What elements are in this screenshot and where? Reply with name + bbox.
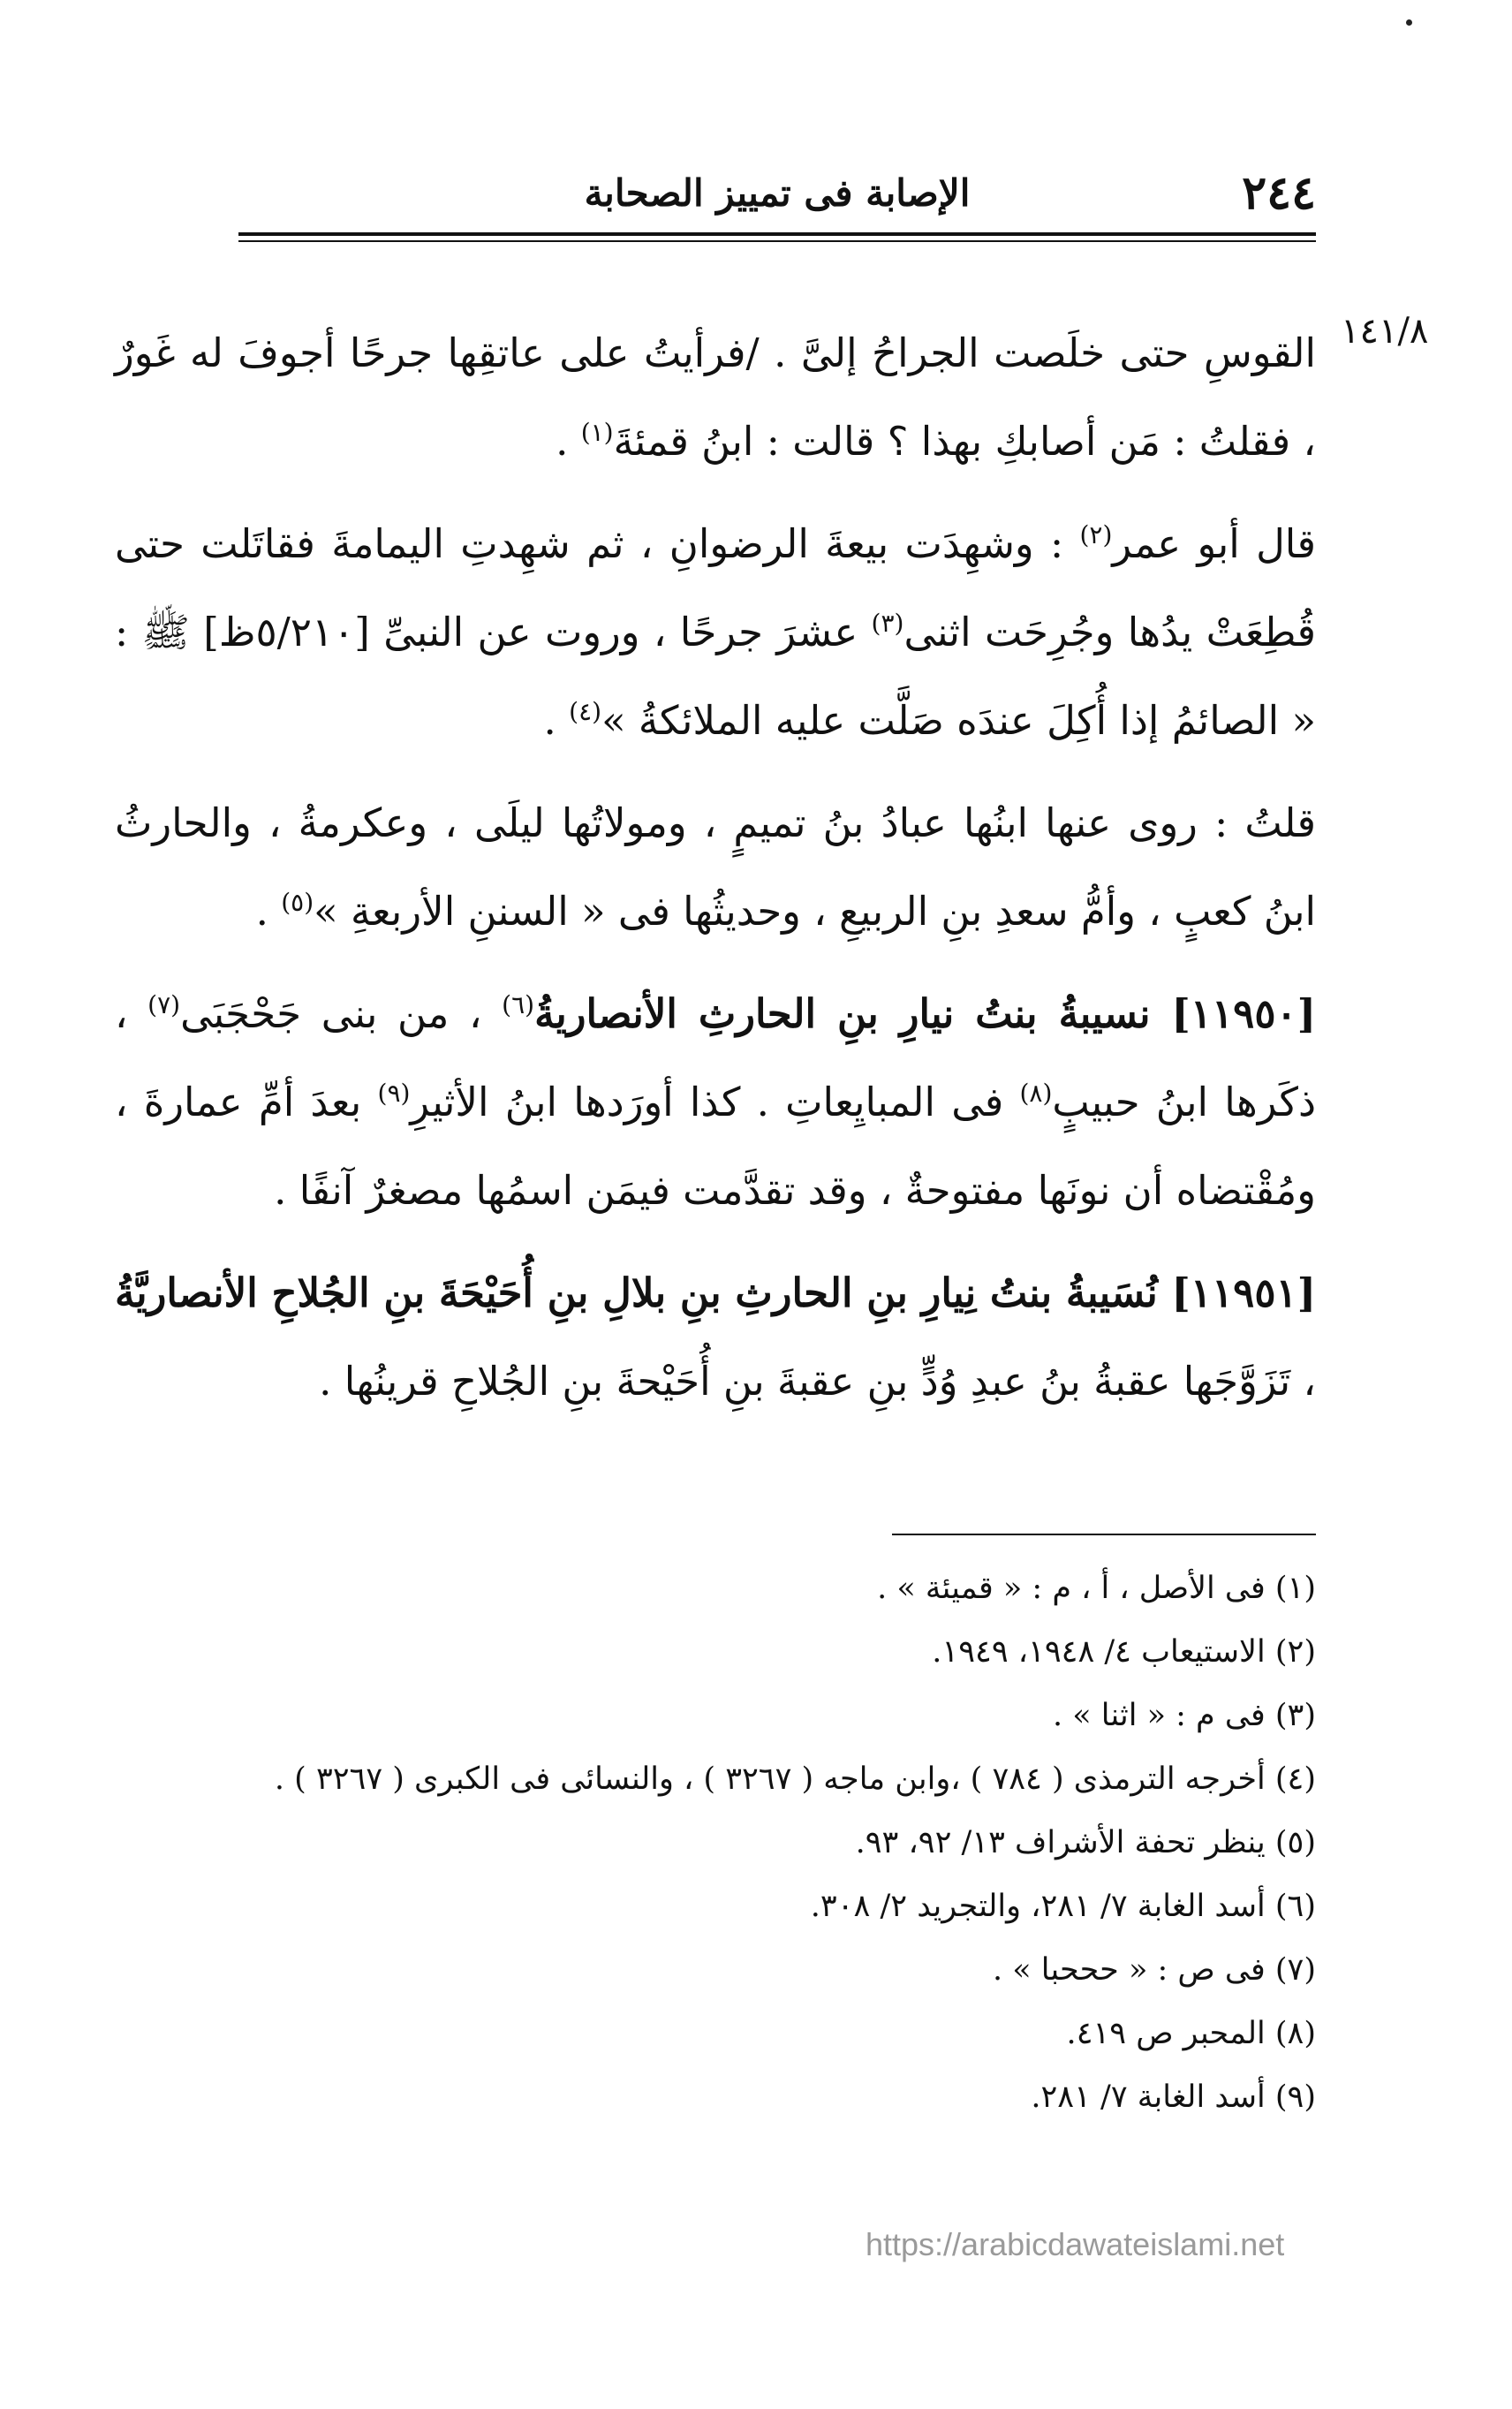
footnote-ref-1: (١) — [580, 418, 614, 447]
margin-reference: ١٤١/٨ — [1341, 311, 1429, 352]
footnote-ref-8: (٨) — [1019, 1079, 1053, 1108]
header-rule-thin — [238, 240, 1316, 242]
footnote-8: (٨) المحبر ص ٤١٩. — [1066, 2016, 1316, 2051]
footnote-ref-3: (٣) — [871, 609, 904, 638]
entry-11950-text-e: بعدَ أمِّ عمارةَ ، ومُقْتضاه أن نونَها مفتوحةٌ ، وقد تقدَّمت فيمَن اسمُها مصغرٌ آنفًا . — [115, 1079, 1316, 1214]
paragraph-3-text: قلتُ : روى عنها ابنُها عبادُ بنُ تميمٍ ، ومولاتُها ليلَى ، وعكرمةُ ، والحارثُ ابنُ كعبٍ ، وأمُّ سعدِ بنِ الربيعِ ، وحديثُها فى « السننِ الأربعةِ » — [115, 799, 1316, 935]
footnote-6: (٦) أسد الغابة ٧/ ٢٨١، والتجريد ٢/ ٣٠٨. — [810, 1889, 1316, 1924]
footnote-ref-5: (٥) — [281, 888, 314, 917]
footnote-ref-7: (٧) — [147, 990, 181, 1019]
footnote-9: (٩) أسد الغابة ٧/ ٢٨١. — [1031, 2079, 1316, 2115]
entry-11950 — [115, 970, 1316, 1235]
paragraph-2 — [115, 500, 1316, 765]
page-speck — [1406, 19, 1412, 26]
header-rule-thick — [238, 232, 1316, 236]
running-header — [238, 166, 1316, 219]
source-watermark: https://arabicdawateislami.net — [866, 2226, 1285, 2262]
footnote-ref-6: (٦) — [502, 990, 535, 1019]
entry-11951-number: [١١٩٥١] — [1171, 1269, 1316, 1316]
book-title: الإصابة فى تمييز الصحابة — [584, 171, 971, 215]
footnote-ref-9: (٩) — [377, 1079, 411, 1108]
entry-11950-text-c: ، ذكَرها ابنُ حبيبٍ — [115, 990, 1317, 1125]
footnote-2: (٢) الاستيعاب ٤/ ١٩٤٨، ١٩٤٩. — [932, 1634, 1316, 1670]
footnote-separator — [892, 1534, 1316, 1535]
paragraph-2-text-b: : وشهِدَت بيعةَ الرضوانِ ، ثم شهِدتِ اليمامةَ فقاتَلت حتى قُطِعَتْ يدُها وجُرِحَت اثنى — [115, 520, 1316, 655]
paragraph-1-end: . — [556, 418, 581, 465]
main-text — [115, 309, 1316, 1440]
footnote-4: (٤) أخرجه الترمذى ( ٧٨٤ ) ،وابن ماجه ( ٣٢٦٧ ) ، والنسائى فى الكبرى ( ٣٢٦٧ ) . — [274, 1761, 1316, 1797]
footnote-5: (٥) ينظر تحفة الأشراف ١٣/ ٩٢، ٩٣. — [855, 1825, 1316, 1860]
footnote-ref-2: (٢) — [1079, 520, 1113, 549]
entry-11951 — [115, 1249, 1316, 1426]
footnote-7: (٧) فى ص : « حححبا » . — [992, 1952, 1316, 1988]
entry-11950-number: [١١٩٥٠] — [1171, 990, 1316, 1037]
paragraph-2-text-c: عشرَ جرحًا ، وروت عن النبىِّ [٥/٢١٠ظ] ﷺ : « الصائمُ إذا أُكِلَ عندَه صَلَّت عليه الملائكةُ » — [115, 609, 1316, 744]
paragraph-2-text-a: قال أبو عمر — [1112, 520, 1316, 567]
entry-11950-name: نسيبةُ بنتُ نيارِ بنِ الحارثِ الأنصاريةُ — [534, 990, 1172, 1037]
paragraph-1-text: القوسِ حتى خلَصت الجراحُ إلىَّ . /فرأيتُ على عاتقِها جرحًا أجوفَ له غَورٌ ، فقلتُ : مَن أصابكِ بهذا ؟ قالت : ابنُ قمئةَ — [115, 330, 1316, 465]
paragraph-3 — [115, 779, 1316, 956]
entry-11951-text-b: ، تَزَوَّجَها عقبةُ بنُ عبدِ وُدٍّ بنِ عقبةَ بنِ أُحَيْحةَ بنِ الجُلاحِ قرينُها . — [319, 1358, 1316, 1405]
paragraph-1 — [115, 309, 1316, 486]
footnote-ref-4: (٤) — [569, 697, 602, 726]
footnotes — [115, 1557, 1316, 2129]
entry-11950-text-b: ، من بنى جَحْجَبَى — [180, 990, 503, 1037]
footnote-3: (٣) فى م : « اثنا » . — [1052, 1698, 1316, 1733]
paragraph-3-end: . — [255, 888, 282, 935]
entry-11950-text-d: فى المبايِعاتِ . كذا أورَدها ابنُ الأثيرِ — [410, 1079, 1020, 1125]
page-number: ٢٤٤ — [1242, 166, 1316, 220]
entry-11951-name: نُسَيبةُ بنتُ نِيارِ بنِ الحارثِ بنِ بلالِ بنِ أُحَيْحَةَ بنِ الجُلاحِ الأنصاريَّةُ — [115, 1269, 1172, 1316]
footnote-1: (١) فى الأصل ، أ ، م : « قميئة » . — [877, 1571, 1316, 1606]
paragraph-2-end: . — [543, 697, 570, 744]
